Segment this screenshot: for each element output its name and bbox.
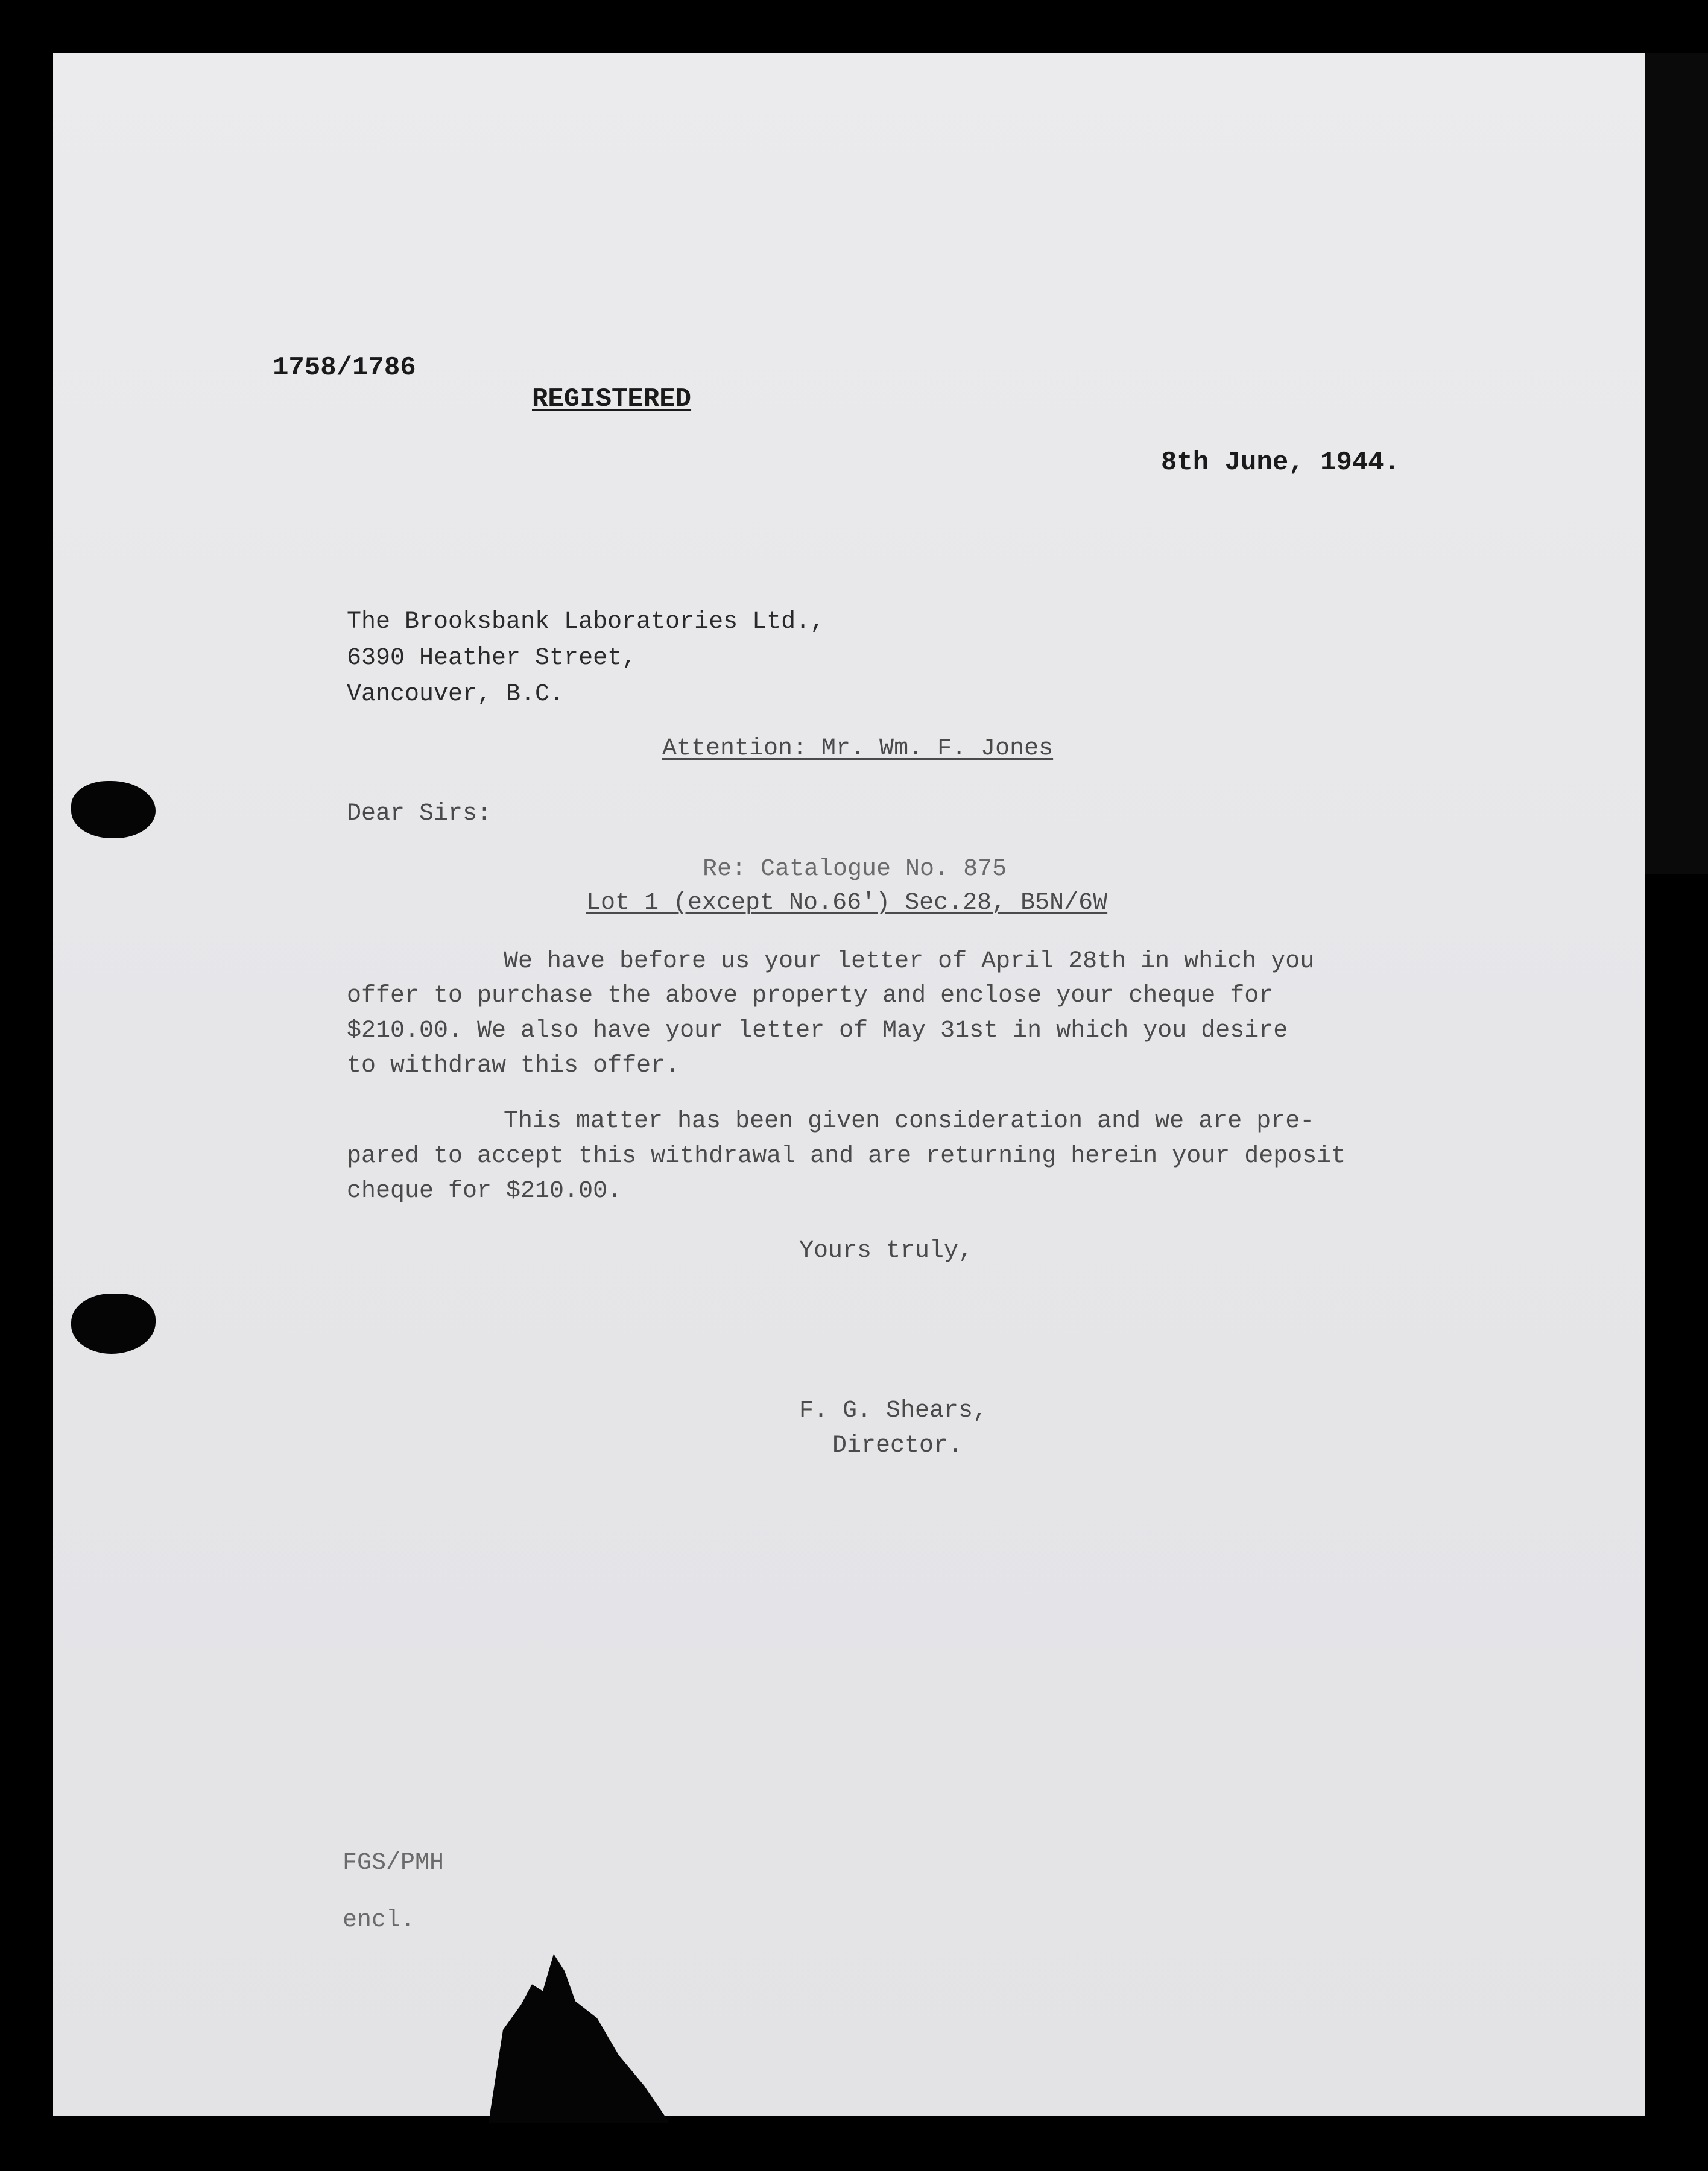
re-line-lot: Lot 1 (except No.66') Sec.28, B5N/6W <box>586 890 1108 917</box>
signatory-name: F. G. Shears, <box>799 1397 988 1424</box>
body-line: pared to accept this withdrawal and are returning herein your deposit <box>347 1143 1346 1170</box>
address-line: 6390 Heather Street, <box>347 645 637 672</box>
address-line: The Brooksbank Laboratories Ltd., <box>347 608 825 636</box>
body-line: cheque for $210.00. <box>347 1178 622 1205</box>
enclosure-note: encl. <box>343 1907 416 1934</box>
punch-hole <box>71 781 156 838</box>
body-line: to withdraw this offer. <box>347 1052 680 1079</box>
typist-initials: FGS/PMH <box>343 1850 444 1877</box>
registered-stamp: REGISTERED <box>532 384 692 414</box>
address-line: Vancouver, B.C. <box>347 681 565 708</box>
re-line: Re: Catalogue No. 875 <box>703 856 1007 883</box>
closing: Yours truly, <box>799 1237 973 1265</box>
signatory-title: Director. <box>832 1432 963 1459</box>
body-line: We have before us your letter of April 28th in which you <box>504 948 1315 975</box>
body-line: $210.00. We also have your letter of May 31st in which you desire <box>347 1017 1288 1044</box>
body-line: offer to purchase the above property and enclose your cheque for <box>347 982 1274 1010</box>
scan-edge <box>1645 53 1708 874</box>
file-reference: 1758/1786 <box>273 353 416 383</box>
attention-line: Attention: Mr. Wm. F. Jones <box>662 735 1054 762</box>
salutation: Dear Sirs: <box>347 800 492 827</box>
body-line: This matter has been given consideration and we are pre- <box>504 1108 1315 1135</box>
letter-date: 8th June, 1944. <box>1161 447 1400 478</box>
